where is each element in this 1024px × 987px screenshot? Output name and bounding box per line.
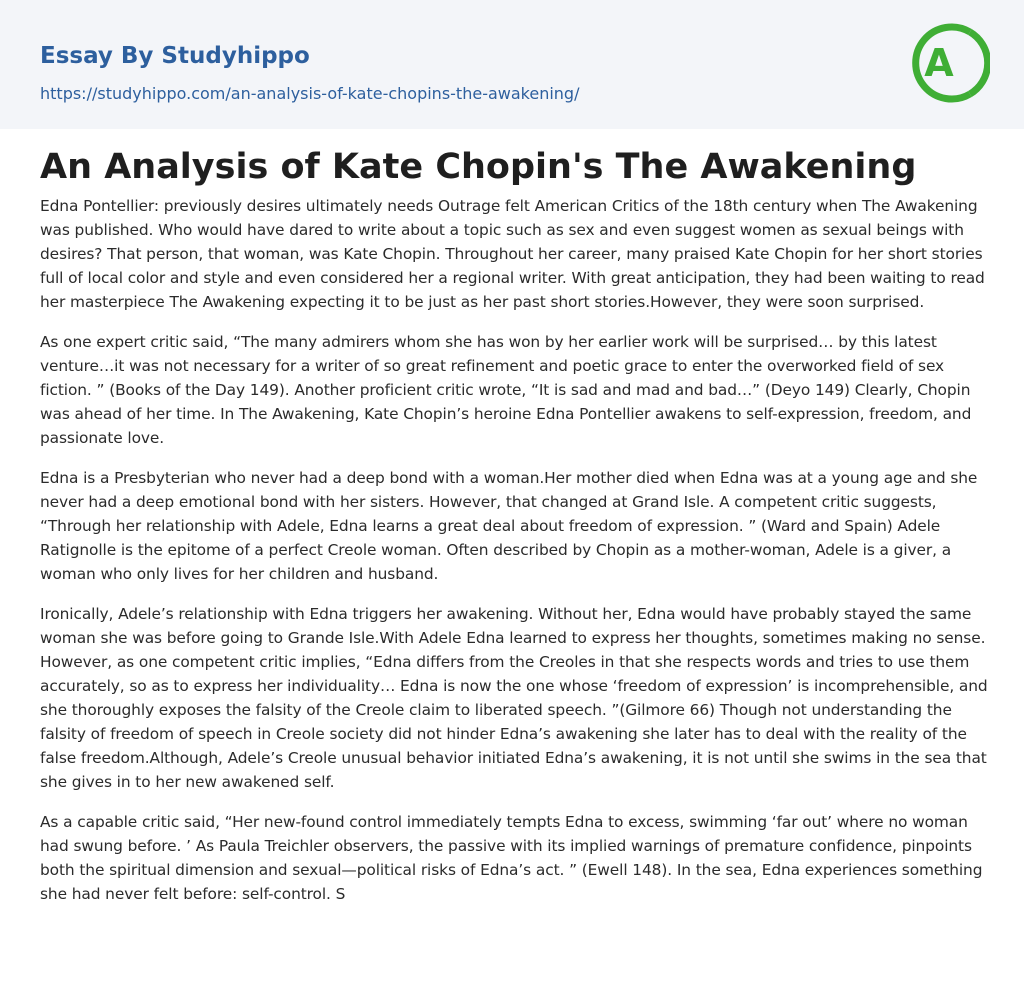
site-header	[0, 0, 1024, 129]
page-url-link[interactable]: https://studyhippo.com/an-analysis-of-kate-chopins-the-awakening/	[40, 84, 580, 103]
article-paragraph: As a capable critic said, “Her new-found control immediately tempts Edna to excess, swimming ‘far out’ where no woman had swung before. ’ As Paula Treichler observers, the passive with its implied warnings of premature confidence, pinpoints both the spiritual dimension and sexual—political risks of Edna’s act. ” (Ewell 148). In the sea, Edna experiences something she had never felt before: self-control. S	[40, 813, 983, 903]
article-body	[40, 194, 990, 922]
article-paragraph: As one expert critic said, “The many admirers whom she has won by her earlier work will be surprised… by this latest venture…it was not necessary for a writer of so great refinement and poetic grace to enter the overworked field of sex fiction. ” (Books of the Day 149). Another proficient critic wrote, “It is sad and mad and bad…” (Deyo 149) Clearly, Chopin was ahead of her time. In The Awakening, Kate Chopin’s heroine Edna Pontellier awakens to self-expression, freedom, and passionate love.	[40, 333, 972, 447]
studyhippo-logo-icon[interactable]	[906, 18, 990, 108]
article-paragraph: Ironically, Adele’s relationship with Edna triggers her awakening. Without her, Edna would have probably stayed the same woman she was before going to Grande Isle.With Adele Edna learned to express her thoughts, sometimes making no sense. However, as one competent critic implies, “Edna differs from the Creoles in that she respects words and tries to use them accurately, so as to express her individuality… Edna is now the one whose ‘freedom of expression’ is incomprehensible, and she thoroughly exposes the falsity of the Creole claim to liberated speech. ”(Gilmore 66) Though not understanding the falsity of freedom of speech in Creole society did not hinder Edna’s awakening she later has to deal with the reality of the false freedom.Although, Adele’s Creole unusual behavior initiated Edna’s awakening, it is not until she swims in the sea that she gives in to her new awakened self.	[40, 605, 988, 791]
article-title: An Analysis of Kate Chopin's The Awakening	[40, 147, 917, 187]
site-brand[interactable]: Essay By Studyhippo	[40, 43, 310, 69]
article-paragraph: Edna is a Presbyterian who never had a deep bond with a woman.Her mother died when Edna was at a young age and she never had a deep emotional bond with her sisters. However, that changed at Grand Isle. A competent critic suggests, “Through her relationship with Adele, Edna learns a great deal about freedom of expression. ” (Ward and Spain) Adele Ratignolle is the epitome of a perfect Creole woman. Often described by Chopin as a mother-woman, Adele is a giver, a woman who only lives for her children and husband.	[40, 469, 978, 583]
article-paragraph: Edna Pontellier: previously desires ultimately needs Outrage felt American Critics of the 18th century when The Awakening was published. Who would have dared to write about a topic such as sex and even suggest women as sexual beings with desires? That person, that woman, was Kate Chopin. Throughout her career, many praised Kate Chopin for her short stories full of local color and style and even considered her a regional writer. With great anticipation, they had been waiting to read her masterpiece The Awakening expecting it to be just as her past short stories.However, they were soon surprised.	[40, 197, 985, 311]
logo-letter: A	[924, 41, 954, 85]
